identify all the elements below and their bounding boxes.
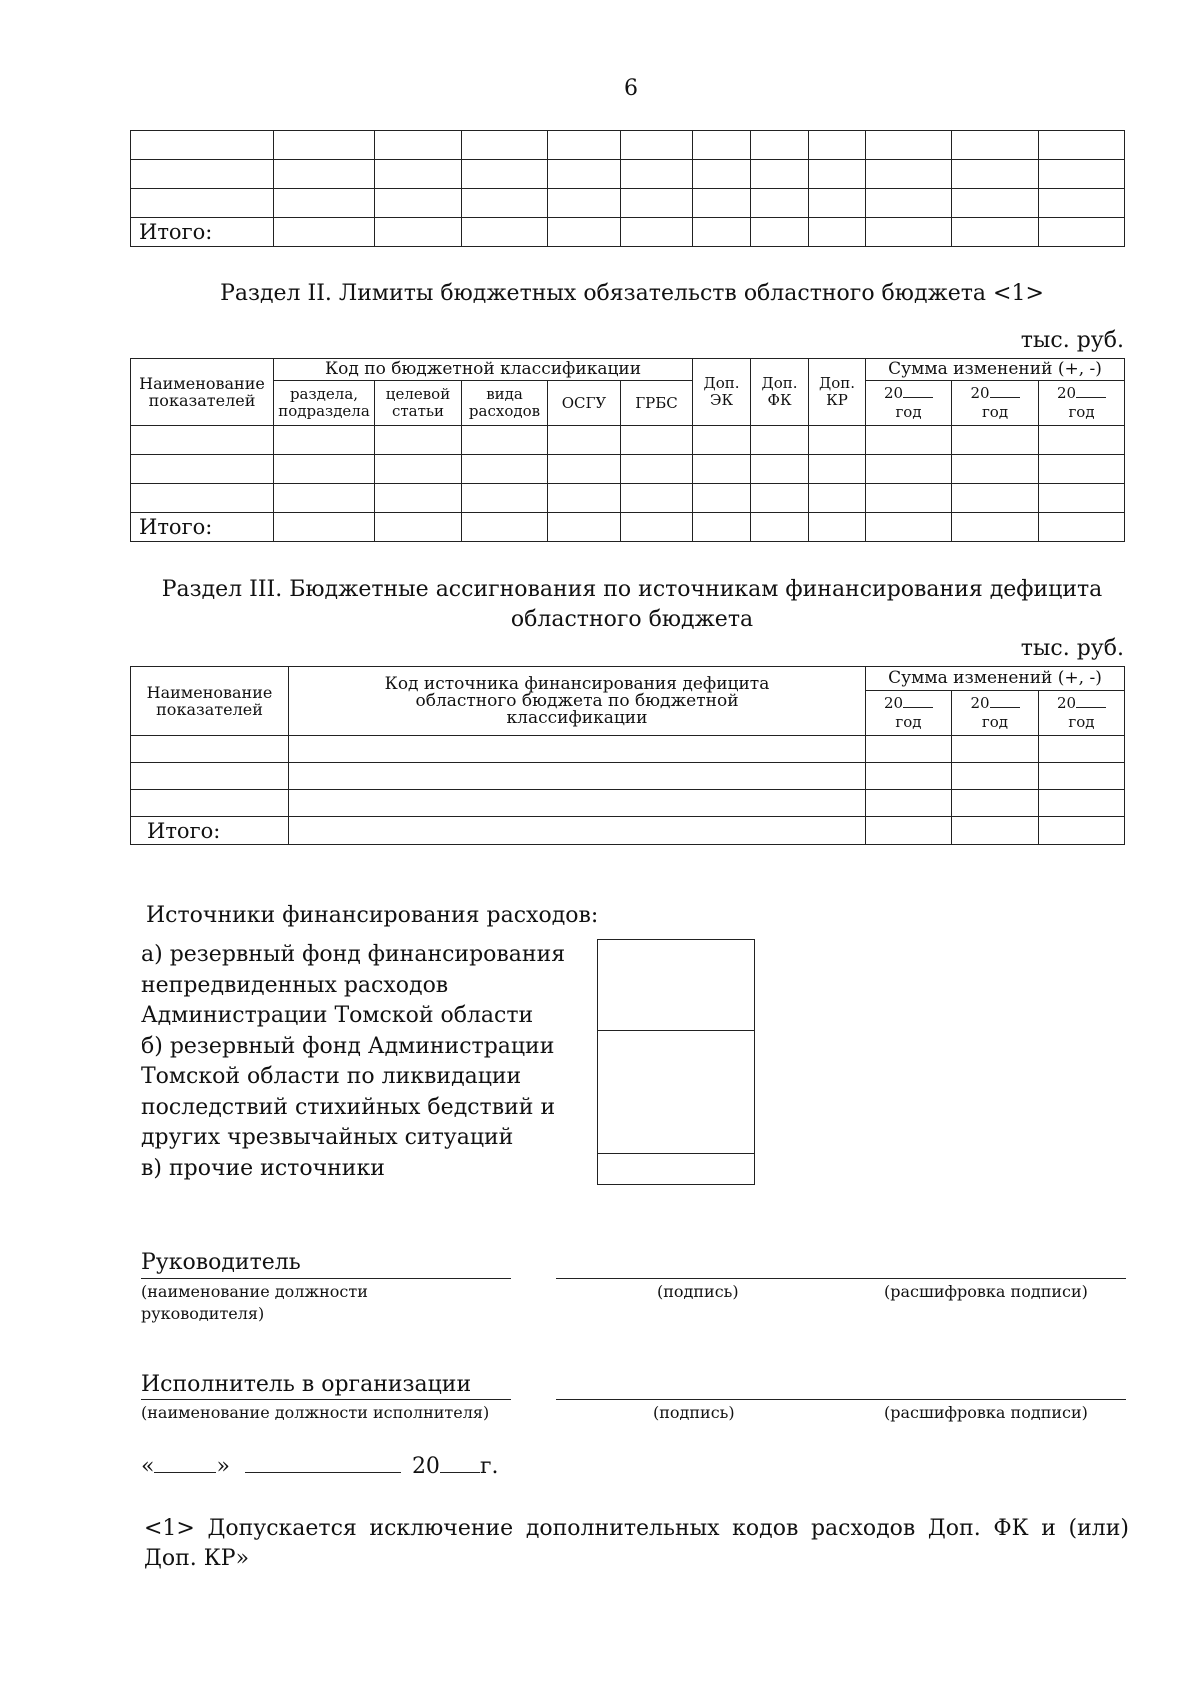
table-row [131, 736, 1125, 763]
head-title: Руководитель [141, 1250, 301, 1275]
table-row-total [131, 817, 1125, 845]
section-3-unit: тыс. руб. [1020, 636, 1124, 661]
header-celevoy: целевой статьи [375, 381, 462, 426]
section-3-title-line-1: Раздел III. Бюджетные ассигнования по источникам финансирования дефицита [161, 577, 1103, 602]
table-row [131, 131, 1125, 160]
sources-heading: Источники финансирования расходов: [146, 903, 599, 928]
source-a-box [597, 939, 755, 1031]
header-year-1: 20 год [866, 381, 952, 426]
head-decode-caption: (расшифровка подписи) [884, 1282, 1088, 1301]
exec-title: Исполнитель в организации [141, 1372, 472, 1397]
section-3-title-line-2: областного бюджета [510, 607, 754, 632]
year-blank [440, 1454, 480, 1473]
section-2-unit: тыс. руб. [1020, 328, 1124, 353]
section-3-title [130, 575, 1134, 635]
header-year-3: 20 год [1039, 381, 1125, 426]
header-sum-group: Сумма изменений (+, -) [866, 359, 1125, 381]
table-continuation [130, 130, 1125, 247]
table-row [131, 160, 1125, 189]
month-blank [245, 1454, 401, 1473]
header-year-2: 20 год [952, 691, 1039, 736]
table-sources [130, 666, 1125, 845]
table-row-total [131, 513, 1125, 542]
header-year-3: 20 год [1039, 691, 1125, 736]
header-grbs: ГРБС [621, 381, 693, 426]
section-2-title: Раздел II. Лимиты бюджетных обязательств областного бюджета <1> [220, 281, 1044, 306]
header-year-1: 20 год [866, 691, 952, 736]
table-limits [130, 358, 1125, 542]
exec-decode-caption: (расшифровка подписи) [884, 1403, 1088, 1422]
table-row [131, 189, 1125, 218]
header-sum-group: Сумма изменений (+, -) [866, 667, 1125, 691]
head-position-line [141, 1278, 511, 1279]
head-signature-caption: (подпись) [657, 1282, 739, 1301]
table-row [131, 763, 1125, 790]
sources-list [141, 940, 581, 1184]
total-label: Итого: [131, 513, 274, 542]
page-number: 6 [624, 76, 638, 101]
total-label: Итого: [131, 218, 274, 247]
exec-caption: (наименование должности исполнителя) [141, 1403, 490, 1422]
table-row [131, 426, 1125, 455]
header-dop-kr: Доп. КР [809, 359, 866, 426]
header-razdel: раздела, подраздела [274, 381, 375, 426]
header-name: Наименование показателей [131, 359, 274, 426]
header-dop-ek: Доп. ЭК [693, 359, 751, 426]
total-label: Итого: [131, 817, 289, 845]
source-b: б) резервный фонд Администрации Томской области по ликвидации последствий стихийных бедствий и других чрезвычайных ситуаций [141, 1033, 556, 1150]
source-c-box [597, 1153, 755, 1185]
exec-signature-line [556, 1399, 1126, 1400]
source-c: в) прочие источники [141, 1155, 385, 1181]
header-year-2: 20 год [952, 381, 1039, 426]
head-signature-line [556, 1278, 1126, 1279]
table-row [131, 455, 1125, 484]
exec-signature-caption: (подпись) [653, 1403, 735, 1422]
header-dop-fk: Доп. ФК [751, 359, 809, 426]
footnote: <1> Допускается исключение дополнительных кодов расходов Доп. ФК и (или) Доп. КР» [144, 1516, 1129, 1571]
header-name: Наименование показателей [131, 667, 289, 736]
exec-position-line [141, 1399, 511, 1400]
day-blank [154, 1454, 216, 1473]
header-vida: вида расходов [462, 381, 548, 426]
head-caption: (наименование должности руководителя) [141, 1282, 368, 1323]
header-source-code: Код источника финансирования дефицита областного бюджета по бюджетной классификации [289, 667, 866, 736]
header-code-group: Код по бюджетной классификации [274, 359, 693, 381]
source-a: а) резервный фонд финансирования непредвиденных расходов Администрации Томской области [141, 942, 566, 1028]
header-osgu: ОСГУ [548, 381, 621, 426]
table-row [131, 790, 1125, 817]
table-row-total [131, 218, 1125, 247]
date-line: « » 20 г. [141, 1454, 499, 1479]
table-row [131, 484, 1125, 513]
source-b-box [597, 1030, 755, 1154]
